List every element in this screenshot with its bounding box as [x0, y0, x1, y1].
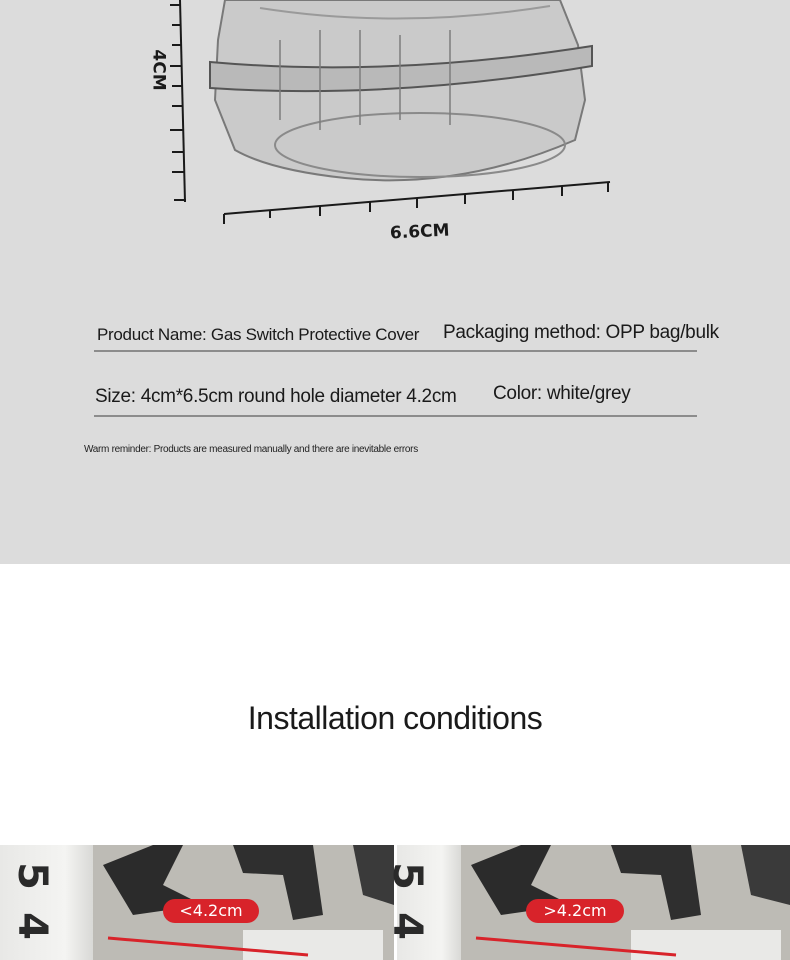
tape-measure — [383, 845, 461, 960]
divider — [94, 415, 697, 417]
packaging-spec: Packaging method: OPP bag/bulk — [443, 322, 719, 343]
height-dimension-label: 4CM — [148, 49, 169, 91]
width-dimension-label: 6.6CM — [389, 220, 450, 244]
installation-photo-large-hole — [383, 845, 790, 960]
tape-digit: 4 — [8, 912, 55, 940]
tape-digit: 4 — [383, 912, 430, 940]
warm-reminder: Warm reminder: Products are measured manually and there are inevitable errors — [84, 444, 418, 455]
product-illustration — [130, 0, 630, 250]
tape-digit: 5 — [8, 862, 55, 890]
stove-photo — [461, 845, 790, 960]
installation-photo-small-hole — [0, 845, 394, 960]
width-ruler — [224, 182, 610, 224]
size-badge: <4.2cm — [163, 899, 259, 923]
tape-measure — [0, 845, 93, 960]
product-name-spec: Product Name: Gas Switch Protective Cover — [97, 325, 420, 344]
divider — [94, 350, 697, 352]
section-title: Installation conditions — [247, 700, 543, 736]
height-ruler — [170, 0, 186, 202]
size-badge: >4.2cm — [526, 899, 624, 923]
tape-digit: 5 — [383, 862, 430, 890]
size-spec: Size: 4cm*6.5cm round hole diameter 4.2cm — [95, 386, 457, 407]
cover-body — [210, 0, 592, 180]
color-spec: Color: white/grey — [493, 383, 631, 404]
